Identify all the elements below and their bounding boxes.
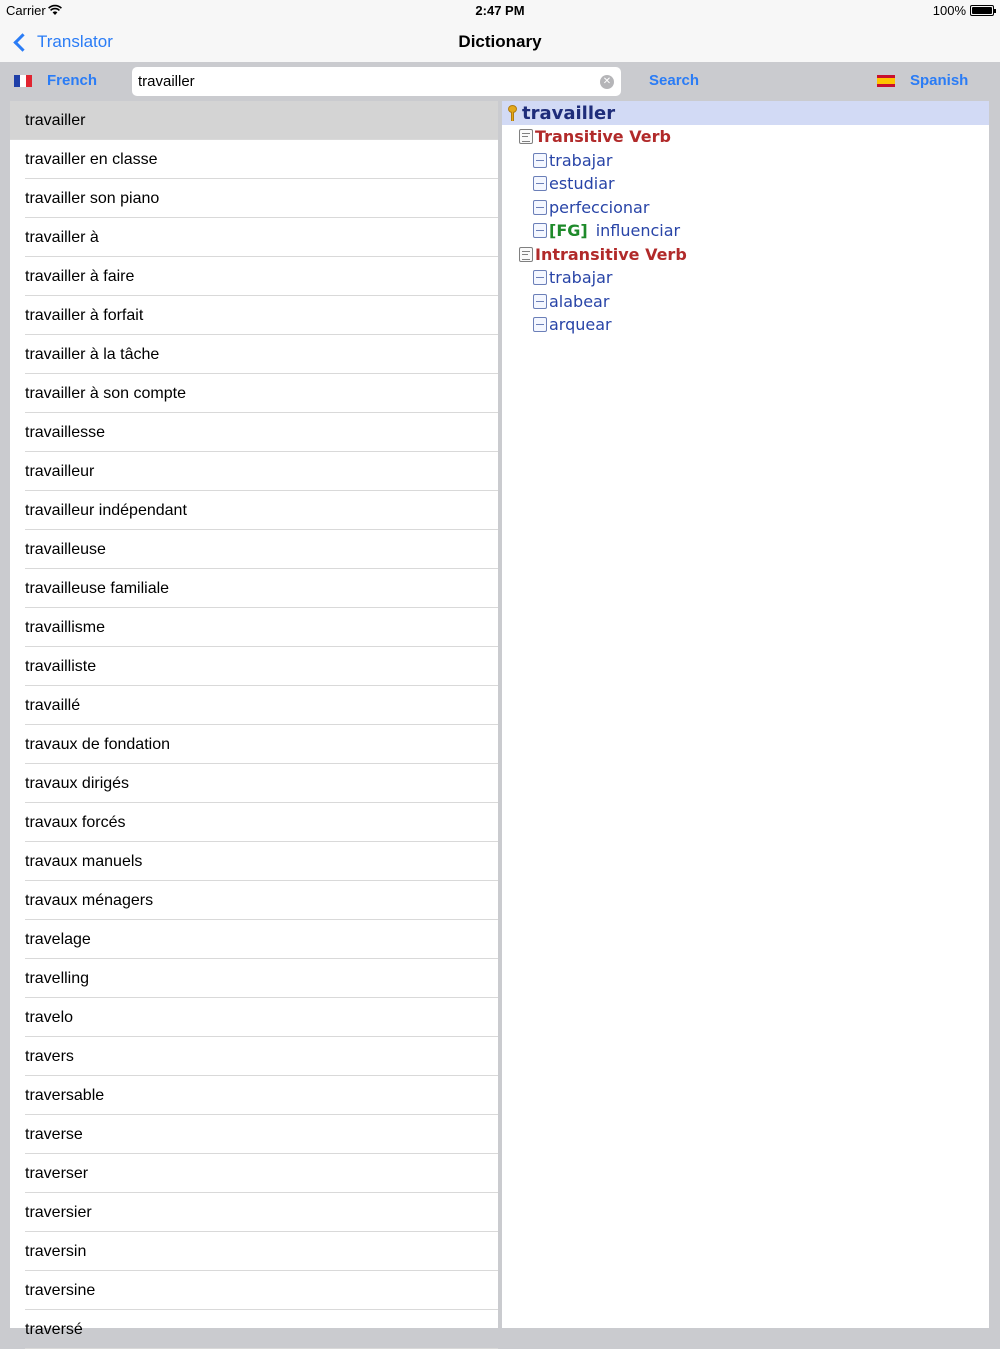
translation-item[interactable] (502, 219, 989, 243)
search-toolbar (0, 62, 1000, 102)
target-language-button[interactable] (877, 72, 968, 89)
source-language-button[interactable] (14, 72, 97, 89)
battery-icon (970, 5, 994, 16)
translation-label: alabear (549, 291, 610, 311)
document-icon (533, 317, 547, 332)
translation-item[interactable] (502, 313, 989, 337)
list-item[interactable]: travailleur indépendant (10, 491, 498, 530)
translation-item[interactable] (502, 266, 989, 290)
translation-label: perfeccionar (549, 197, 650, 217)
list-item[interactable]: travailleuse (10, 530, 498, 569)
part-of-speech-row (502, 243, 989, 267)
translation-label: estudiar (549, 174, 615, 194)
list-item[interactable]: traversable (10, 1076, 498, 1115)
document-icon (533, 153, 547, 168)
back-button[interactable] (10, 29, 113, 55)
list-item[interactable]: travelage (10, 920, 498, 959)
usage-tag: [FG] (549, 221, 588, 241)
list-item[interactable]: traversine (10, 1271, 498, 1310)
document-icon (533, 294, 547, 309)
list-item[interactable]: travailler à son compte (10, 374, 498, 413)
list-item[interactable]: travers (10, 1037, 498, 1076)
translation-label: influenciar (595, 221, 681, 241)
list-item[interactable]: traversier (10, 1193, 498, 1232)
translation-label: trabajar (549, 150, 613, 170)
key-icon (507, 105, 518, 121)
sense-list (502, 125, 989, 337)
list-item[interactable]: travaux de fondation (10, 725, 498, 764)
translation-item[interactable] (502, 196, 989, 220)
list-item[interactable]: travailler à la tâche (10, 335, 498, 374)
list-item[interactable]: traversé (10, 1310, 498, 1349)
list-item[interactable]: travailler (10, 101, 498, 140)
list-item[interactable]: traverse (10, 1115, 498, 1154)
headword: travailler (522, 102, 616, 124)
list-item[interactable]: travailleuse familiale (10, 569, 498, 608)
list-item[interactable]: traversin (10, 1232, 498, 1271)
list-item[interactable]: travaillé (10, 686, 498, 725)
list-item[interactable]: travailler son piano (10, 179, 498, 218)
search-field (132, 67, 621, 96)
translation-label: trabajar (549, 268, 613, 288)
list-icon (519, 129, 533, 144)
list-item[interactable]: travaux ménagers (10, 881, 498, 920)
search-input[interactable] (138, 67, 593, 96)
navigation-bar (0, 22, 1000, 62)
translation-label: arquear (549, 315, 612, 335)
part-of-speech-label: Intransitive Verb (535, 244, 687, 264)
headword-row (502, 101, 989, 125)
entry-detail-panel (502, 101, 989, 1328)
search-button[interactable]: Search (649, 72, 700, 89)
document-icon (533, 223, 547, 238)
chevron-left-icon (13, 33, 31, 51)
list-item[interactable]: travaux forcés (10, 803, 498, 842)
clock: 2:47 PM (475, 3, 525, 18)
document-icon (533, 270, 547, 285)
spanish-flag-icon (877, 75, 895, 87)
part-of-speech-label: Transitive Verb (535, 127, 671, 147)
french-flag-icon (14, 75, 32, 87)
list-item[interactable]: travelo (10, 998, 498, 1037)
document-icon (533, 200, 547, 215)
page-title: Dictionary (458, 32, 542, 51)
source-language-label: French (47, 72, 98, 89)
list-item[interactable]: travailleur (10, 452, 498, 491)
list-item[interactable]: travaillesse (10, 413, 498, 452)
list-item[interactable]: travaux manuels (10, 842, 498, 881)
battery-percent: 100% (932, 3, 966, 18)
list-item[interactable]: travailler à forfait (10, 296, 498, 335)
list-item[interactable]: travailler à (10, 218, 498, 257)
list-icon (519, 247, 533, 262)
list-item[interactable]: travailler à faire (10, 257, 498, 296)
part-of-speech-row (502, 125, 989, 149)
translation-item[interactable] (502, 290, 989, 314)
translation-item[interactable] (502, 149, 989, 173)
list-item[interactable]: travaux dirigés (10, 764, 498, 803)
translation-item[interactable] (502, 172, 989, 196)
clear-icon[interactable]: ✕ (600, 75, 614, 89)
list-item[interactable]: travailliste (10, 647, 498, 686)
status-bar (0, 0, 1000, 22)
document-icon (533, 176, 547, 191)
word-list[interactable] (10, 101, 498, 1338)
back-button-label: Translator (37, 32, 113, 51)
carrier-label: Carrier (6, 3, 46, 18)
target-language-label: Spanish (910, 72, 969, 89)
list-item[interactable]: travaillisme (10, 608, 498, 647)
list-item[interactable]: travelling (10, 959, 498, 998)
list-item[interactable]: travailler en classe (10, 140, 498, 179)
list-item[interactable]: traverser (10, 1154, 498, 1193)
